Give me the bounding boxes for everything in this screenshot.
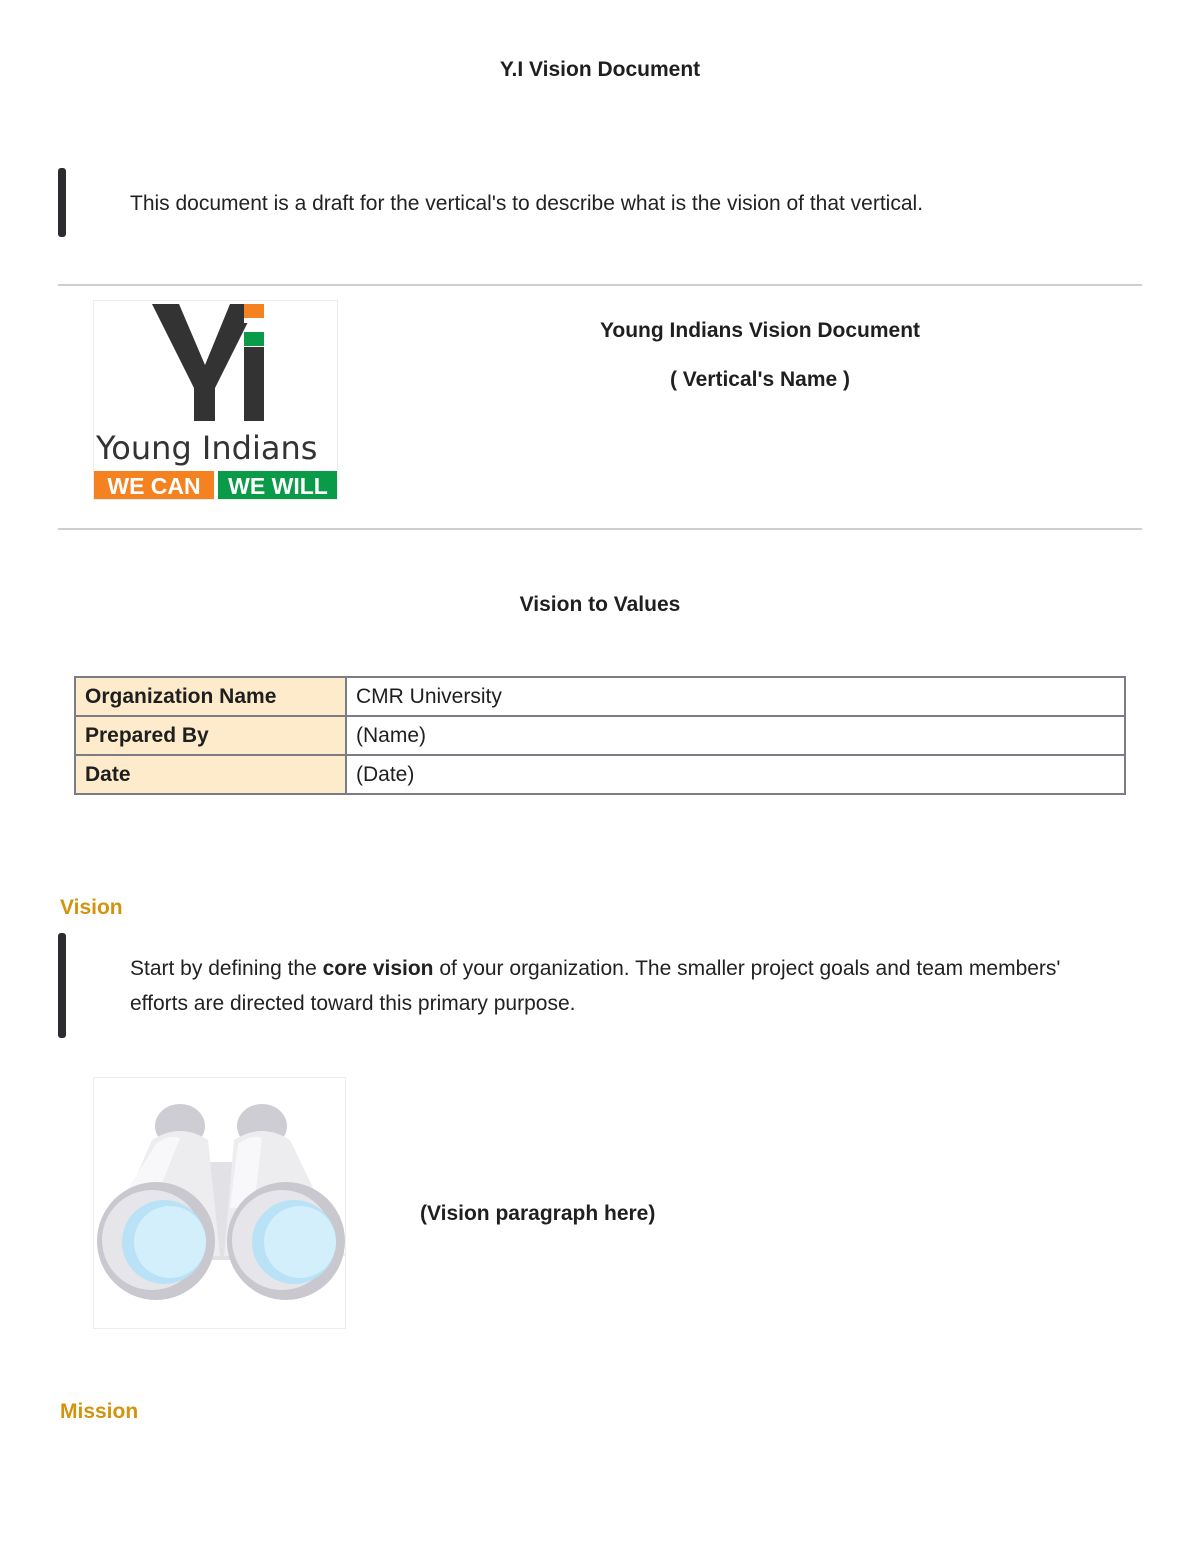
table-value: CMR University [346,677,1125,716]
vision-callout-bar [58,933,66,1038]
vision-note-start: Start by defining the [130,957,323,980]
divider-bottom [58,528,1142,530]
young-indians-logo [93,300,338,500]
logo-tagline-right: WE WILL [228,473,328,499]
header-subtitle: ( Vertical's Name ) [669,368,851,391]
logo-tagline-left: WE CAN [107,473,201,499]
table-row [75,755,1125,794]
intro-callout-text: This document is a draft for the vertical's to describe what is the vision of that vertical. [130,192,924,215]
table-label: Date [75,755,346,794]
header-title: Young Indians Vision Document [599,319,921,342]
binoculars-image [93,1077,346,1329]
vision-heading: Vision [60,896,123,919]
section-title: Vision to Values [519,593,681,616]
binoculars-icon [94,1078,346,1329]
divider-top [58,284,1142,286]
vision-note-end: of your organization. The smaller project goals and team members' efforts are directed toward this primary purpose. [130,957,1061,1015]
document-title: Y.I Vision Document [499,58,701,81]
table-row [75,716,1125,755]
logo-brand-text: Young Indians [96,429,318,467]
table-label: Prepared By [75,716,346,755]
vision-paragraph-placeholder: (Vision paragraph here) [420,1202,656,1225]
info-table [74,676,1126,795]
table-label: Organization Name [75,677,346,716]
table-value: (Name) [346,716,1125,755]
intro-callout-bar [58,168,66,237]
vision-note-bold: core vision [322,957,434,980]
vision-callout-text [130,951,1090,1021]
mission-heading: Mission [60,1400,139,1423]
table-value: (Date) [346,755,1125,794]
table-row [75,677,1125,716]
